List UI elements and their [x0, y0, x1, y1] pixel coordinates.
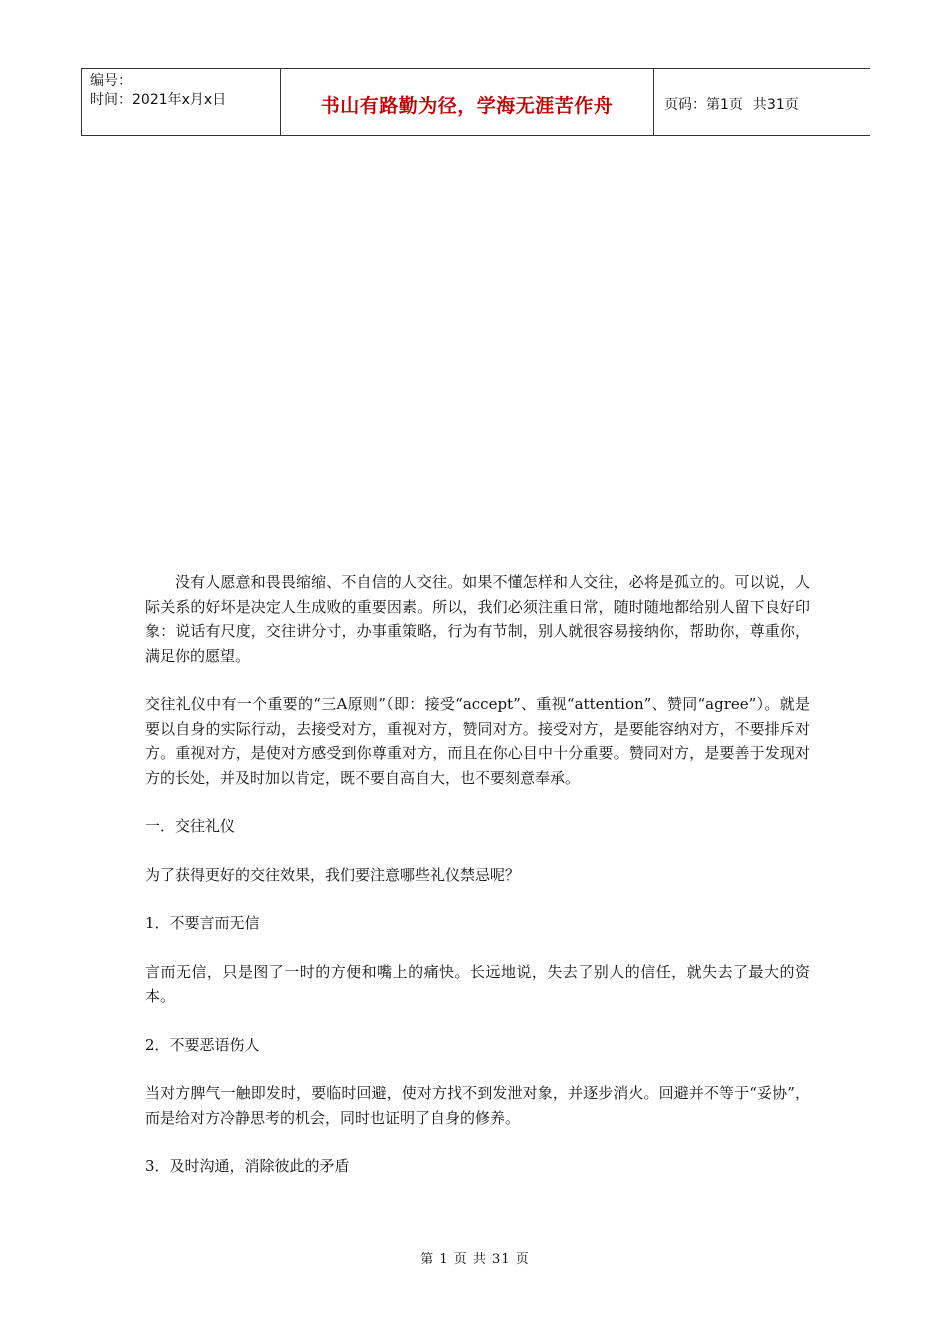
item-3-title: 3．及时沟通，消除彼此的矛盾 [145, 1157, 350, 1175]
header-meta-cell [81, 69, 281, 135]
header-page-cell [654, 69, 870, 135]
question-paragraph: 为了获得更好的交往效果，我们要注意哪些礼仪禁忌呢？ [145, 865, 521, 884]
document-number-label: 编号： [90, 73, 132, 89]
page-footer: 第 1 页 共 31 页 [420, 1252, 530, 1267]
item-1-title: 1．不要言而无信 [145, 914, 260, 932]
item-1-text: 言而无信，只是图了一时的方便和嘴上的痛快。长远地说，失去了别人的信任，就失去了最大的资本。 [145, 962, 810, 1005]
three-a-principle-paragraph: 交往礼仪中有一个重要的“三A原则”（即：接受“accept”、重视“attention”、赞同“agree”）。就是要以自身的实际行动，去接受对方，重视对方，赞同对方。接受对方，是要能容纳对方，不要排斥对方。重视对方，是使对方感受到你尊重对方，而且在你心目中十分重要。赞同对方，是要善于发现对方的长处，并及时加以肯定，既不要自高自大，也不要刻意奉承。 [145, 695, 810, 787]
item-2-title: 2．不要恶语伤人 [145, 1035, 260, 1054]
header-page-number: 页码：第1页 [664, 97, 743, 113]
header-motto: 书山有路勤为径，学海无涯苦作舟 [320, 94, 614, 117]
item-2-text: 当对方脾气一触即发时，要临时回避，使对方找不到发泄对象，并逐步消火。回避并不等于“妥协”，而是给对方冷静思考的机会，同时也证明了自身的修养。 [145, 1084, 810, 1127]
section-heading: 一．交往礼仪 [145, 817, 236, 835]
header-motto-cell [281, 69, 654, 135]
intro-paragraph: 没有人愿意和畏畏缩缩、不自信的人交往。如果不懂怎样和人交往，必将是孤立的。可以说，人际关系的好坏是决定人生成败的重要因素。所以，我们必须注重日常，随时随地都给别人留下良好印象：说话有尺度，交往讲分寸，办事重策略，行为有节制，别人就很容易接纳你，帮助你，尊重你，满足你的愿望。 [145, 573, 810, 665]
document-date-label: 时间：2021年x月x日 [90, 92, 227, 108]
document-body [145, 570, 810, 1203]
document-header [81, 68, 870, 136]
header-page-total: 共31页 [752, 97, 799, 113]
